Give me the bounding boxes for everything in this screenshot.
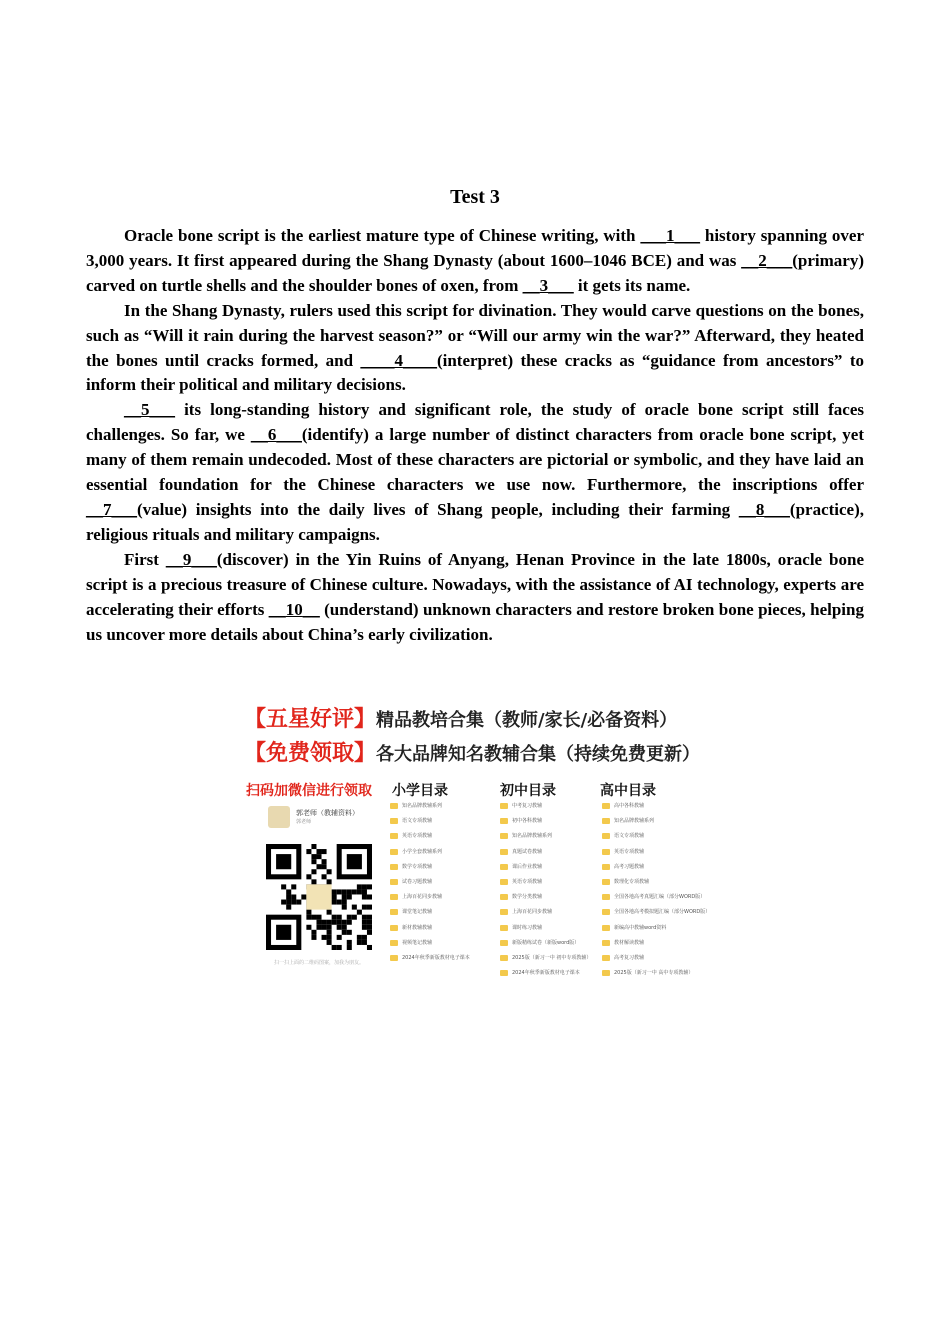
blank-7 <box>86 500 137 519</box>
folder-icon <box>390 925 398 931</box>
paragraph-text: First <box>124 549 166 569</box>
scan-label: 扫码加微信进行领取 <box>246 783 372 799</box>
promo-tag-free: 【免费领取】 <box>244 741 377 766</box>
list-item <box>500 939 591 954</box>
list-item <box>500 954 591 969</box>
blank-underline: __ <box>250 425 268 445</box>
promo-image <box>244 698 711 977</box>
list-item <box>390 954 470 969</box>
list-item-label: 小学全套教辅系列 <box>402 848 443 855</box>
list-item-label: 视频笔记教辅 <box>402 939 433 946</box>
list-item-label: 数学分类教辅 <box>512 894 543 901</box>
folder-icon <box>602 940 610 946</box>
paragraph-text: its long-standing history and significant role, the study of oracle bone script still faces challenges. So far, we <box>86 400 864 445</box>
blank-6 <box>251 425 302 444</box>
folder-icon <box>390 894 398 900</box>
folder-icon <box>602 894 610 900</box>
list-item <box>500 802 591 817</box>
folder-icon <box>500 879 508 885</box>
folder-icon <box>390 833 398 839</box>
profile-sub: 郭老师 <box>296 819 312 825</box>
paragraph-text: (interpret) these cracks as “guidance from ancestors” to inform their political and military decisions. <box>86 350 865 395</box>
promo-tag-rating: 【五星好评】 <box>244 707 377 732</box>
folder-icon <box>500 833 508 839</box>
blank-number: 2 <box>758 250 767 270</box>
list-item-label: 数学专项教辅 <box>402 863 433 870</box>
blank-underline: __ <box>124 400 141 420</box>
list-item <box>602 954 710 969</box>
folder-icon <box>500 940 508 946</box>
folder-icon <box>500 849 508 855</box>
blank-5 <box>124 400 175 419</box>
blank-underline: __ <box>86 499 103 519</box>
blank-number: 3 <box>539 275 549 295</box>
list-item <box>390 878 470 893</box>
folder-icon <box>390 849 398 855</box>
list-item <box>390 924 470 939</box>
blank-number: 5 <box>141 400 150 420</box>
folder-icon <box>390 955 398 961</box>
folder-icon <box>602 833 610 839</box>
list-item-label: 全国各地高考模拟题汇编（部分WORD版） <box>614 909 711 916</box>
paragraph-text: (discover) in the Yin Ruins of Anyang, Henan Province in the late 1800s, oracle bone script is a precious treasure of Chinese culture. Nowadays, with the assistance of AI technology, experts are accelerating their efforts <box>86 549 864 619</box>
blank-underline: ___ <box>191 549 217 569</box>
paragraph <box>86 299 864 399</box>
list-item-label: 初中各科教辅 <box>512 818 543 825</box>
list-item-label: 新编高中教辅word资料 <box>614 924 667 931</box>
paragraph-text: history spanning over 3,000 years. It first appeared during the Shang Dynasty (about 1600–1046 BCE) and was <box>86 226 864 270</box>
paragraph <box>86 398 864 547</box>
blank-number: 1 <box>665 226 675 245</box>
list-item-label: 数理化专项教辅 <box>614 878 650 885</box>
page-title: Test 3 <box>450 186 500 208</box>
list-item <box>500 832 591 847</box>
profile-name: 郭老师（教辅资料） <box>296 809 359 817</box>
blank-underline: ____ <box>360 350 395 370</box>
qr-code-icon[interactable] <box>266 844 372 950</box>
blank-underline: __ <box>738 499 756 519</box>
list-item-label: 2025版（新习一中 初中专项教辅） <box>512 954 592 961</box>
list-item <box>500 893 591 908</box>
folder-icon <box>602 849 610 855</box>
paragraph-text: (identify) a large number of distinct characters from oracle bone script, yet many of them remain undecoded. Most of these characters are pictorial or symbolic, and they have laid an essential foundation for the Chinese characters we use now. Furthermore, the inscriptions offer <box>86 425 864 495</box>
list-item <box>390 817 470 832</box>
list-item-label: 英语专项教辅 <box>614 848 645 855</box>
qr-note: 扫一扫上面的二维码图案，加我为朋友。 <box>274 960 365 966</box>
list-item <box>602 908 710 923</box>
blank-underline: __ <box>302 599 320 619</box>
list-item-label: 语文专项教辅 <box>614 833 645 840</box>
blank-number: 7 <box>103 499 112 519</box>
blank-underline: ___ <box>276 425 302 445</box>
high-catalog-heading: 高中目录 <box>600 783 656 799</box>
list-item <box>390 908 470 923</box>
paragraph-text: (value) insights into the daily lives of Shang people, including their farming <box>137 499 739 519</box>
promo-text-brands: 各大品牌知名教辅合集（持续免费更新） <box>376 744 701 765</box>
blank-9 <box>166 550 217 569</box>
list-item-label: 上海百花同步教辅 <box>512 909 553 916</box>
list-item-label: 新材教辅教辅 <box>402 924 433 931</box>
list-item-label: 英语专项教辅 <box>512 878 543 885</box>
primary-catalog-list <box>390 802 470 969</box>
list-item-label: 中考复习教辅 <box>512 803 543 809</box>
folder-icon <box>390 818 398 824</box>
blank-underline: ___ <box>764 499 790 519</box>
folder-icon <box>602 818 610 824</box>
list-item <box>602 817 710 832</box>
list-item-label: 上海百花同步教辅 <box>402 894 443 901</box>
blank-underline: ___ <box>111 499 137 519</box>
folder-icon <box>602 970 610 976</box>
list-item <box>500 863 591 878</box>
blank-10 <box>269 600 320 619</box>
list-item <box>602 924 710 939</box>
list-item <box>602 939 710 954</box>
blank-underline: __ <box>522 275 540 295</box>
folder-icon <box>390 940 398 946</box>
middle-catalog-heading: 初中目录 <box>500 783 556 799</box>
list-item <box>602 832 710 847</box>
list-item-label: 2024年秋季新版教材电子课本 <box>512 970 580 977</box>
blank-number: 9 <box>182 549 192 569</box>
list-item-label: 语文专项教辅 <box>402 818 433 825</box>
paragraph-text: In the Shang Dynasty, rulers used this script for divination. They would carve questions on the bones, such as “Will it rain during the harvest season?” or “Will our army win the war?” Afterward, they heated the bones until cracks formed, and <box>86 300 864 370</box>
paragraph-text: it gets its name. <box>573 275 691 295</box>
folder-icon <box>500 803 508 809</box>
folder-icon <box>602 803 610 809</box>
avatar <box>268 806 290 828</box>
list-item <box>390 832 470 847</box>
blank-underline: __ <box>741 250 759 270</box>
list-item <box>602 863 710 878</box>
list-item <box>500 878 591 893</box>
list-item-label: 英语专项教辅 <box>402 833 433 840</box>
list-item-label: 知名品牌教辅系列 <box>402 803 443 809</box>
list-item <box>602 893 710 908</box>
list-item-label: 高中各科教辅 <box>614 803 645 809</box>
promo-line-1 <box>244 702 677 733</box>
blank-1 <box>640 226 700 245</box>
folder-icon <box>390 879 398 885</box>
list-item-label: 知名品牌教辅系列 <box>512 833 553 840</box>
list-item <box>390 863 470 878</box>
folder-icon <box>602 925 610 931</box>
folder-icon <box>500 818 508 824</box>
folder-icon <box>500 970 508 976</box>
blank-2 <box>741 251 792 270</box>
list-item <box>602 802 710 817</box>
blank-4 <box>360 351 437 370</box>
list-item-label: 教材解读教辅 <box>614 939 645 946</box>
folder-icon <box>500 909 508 915</box>
folder-icon <box>500 925 508 931</box>
promo-text-collection: 精品教培合集（教师/家长/必备资料） <box>376 710 678 731</box>
list-item <box>602 969 710 984</box>
list-item <box>602 848 710 863</box>
list-item <box>500 924 591 939</box>
list-item <box>390 893 470 908</box>
list-item <box>500 817 591 832</box>
paragraph <box>86 548 864 648</box>
folder-icon <box>500 894 508 900</box>
folder-icon <box>390 909 398 915</box>
blank-3 <box>523 276 574 295</box>
blank-underline: ____ <box>402 350 437 370</box>
paragraph <box>86 224 864 299</box>
list-item-label: 真题试卷教辅 <box>512 848 543 855</box>
folder-icon <box>602 879 610 885</box>
list-item-label: 高考复习教辅 <box>614 954 645 961</box>
list-item-label: 新版精练试卷（新版word版） <box>512 939 580 946</box>
blank-underline: __ <box>165 549 183 569</box>
paragraph-text: (primary) carved on turtle shells and the shoulder bones of oxen, from <box>86 250 864 295</box>
middle-catalog-list <box>500 802 591 984</box>
list-item-label: 课时练习教辅 <box>512 924 543 931</box>
list-item-label: 2024年秋季新版教材电子课本 <box>402 954 470 961</box>
list-item-label: 2025版（新习一中 高中专项教辅） <box>614 970 694 977</box>
blank-underline: __ <box>268 599 286 619</box>
list-item-label: 全国各地高考真题汇编（部分WORD版） <box>614 894 706 901</box>
paragraph-text: (understand) unknown characters and restore broken bone pieces, helping us uncover more details about China’s early civilization. <box>86 599 864 644</box>
list-item-label: 课后作业教辅 <box>512 863 543 870</box>
blank-underline: ___ <box>674 226 700 245</box>
list-item-label: 课堂笔记教辅 <box>402 909 433 916</box>
blank-8 <box>739 500 790 519</box>
list-item <box>602 878 710 893</box>
folder-icon <box>390 803 398 809</box>
list-item <box>390 939 470 954</box>
blank-underline: ___ <box>640 226 666 245</box>
list-item-label: 高考习题教辅 <box>614 863 645 870</box>
blank-number: 8 <box>755 499 765 519</box>
folder-icon <box>602 955 610 961</box>
list-item <box>500 969 591 984</box>
list-item <box>390 848 470 863</box>
blank-underline: ___ <box>548 275 574 295</box>
high-catalog-list <box>602 802 710 984</box>
folder-icon <box>500 864 508 870</box>
blank-underline: ___ <box>766 250 793 270</box>
list-item <box>500 908 591 923</box>
folder-icon <box>602 909 610 915</box>
list-item-label: 试卷习题教辅 <box>402 878 433 885</box>
blank-number: 4 <box>394 350 403 370</box>
wechat-profile <box>268 806 388 832</box>
folder-icon <box>390 864 398 870</box>
blank-number: 10 <box>285 599 303 619</box>
promo-line-2 <box>244 736 700 767</box>
list-item <box>500 848 591 863</box>
blank-number: 6 <box>267 425 277 445</box>
list-item <box>390 802 470 817</box>
folder-icon <box>500 955 508 961</box>
passage <box>86 224 864 647</box>
paragraph-text: Oracle bone script is the earliest mature type of Chinese writing, with <box>124 226 641 245</box>
blank-underline: ___ <box>149 400 175 420</box>
folder-icon <box>602 864 610 870</box>
primary-catalog-heading: 小学目录 <box>392 783 448 799</box>
paragraph-text: (practice), religious rituals and military campaigns. <box>86 499 864 544</box>
list-item-label: 知名品牌教辅系列 <box>614 818 655 825</box>
